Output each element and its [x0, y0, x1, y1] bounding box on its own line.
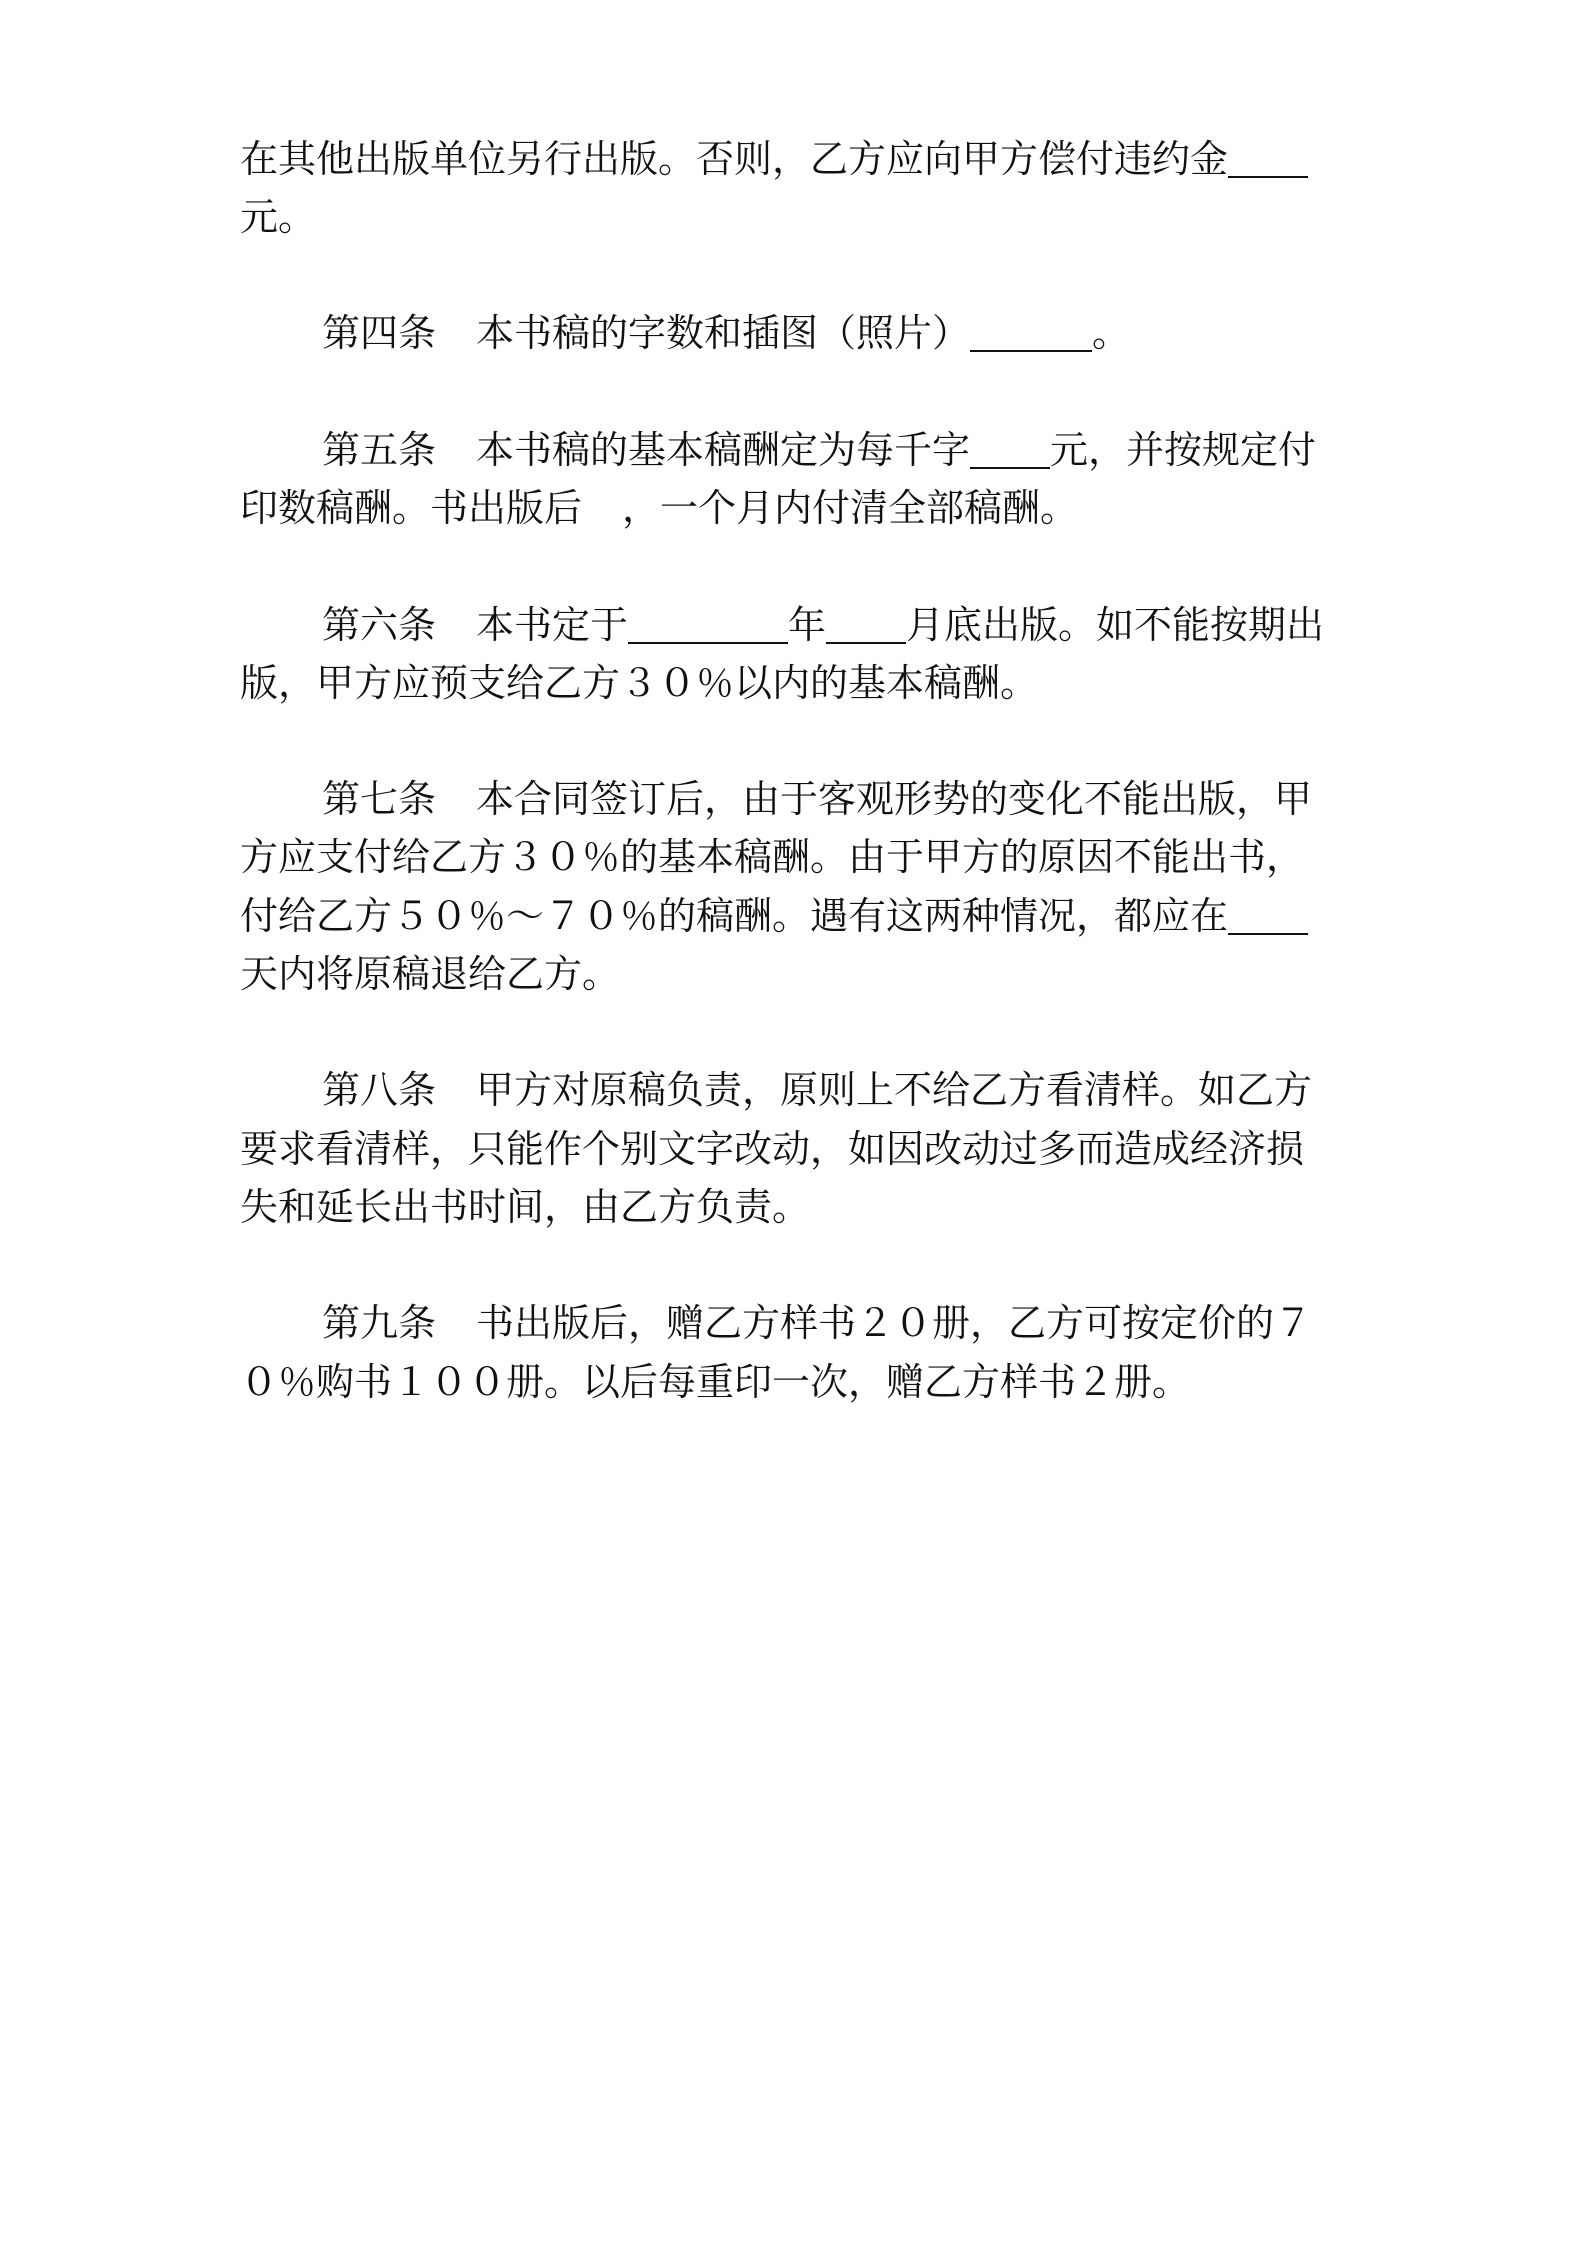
- clause-8-line-1-text: 甲方对原稿负责，原则上不给乙方看清样。如乙方: [476, 1068, 1313, 1112]
- clause-3-line-1: [240, 134, 1360, 184]
- clause-5-line-2-a: 印数稿酬。书出版后: [240, 486, 583, 530]
- clause-5-label: 第五条: [322, 428, 437, 472]
- clause-7-line-1: [322, 774, 1442, 824]
- clause-4-label: 第四条: [322, 311, 437, 355]
- clause-9-line-2-text: ０％购书１００册。以后每重印一次，赠乙方样书２册。: [240, 1360, 1191, 1404]
- clause-9-line-1: [322, 1298, 1442, 1348]
- fill-blank: [826, 606, 906, 644]
- clause-5-text-a: 本书稿的基本稿酬定为每千字: [476, 428, 971, 472]
- clause-7-line-2: [240, 832, 1360, 882]
- clause-7-label: 第七条: [322, 777, 437, 821]
- clause-6-line-2: [240, 658, 1360, 708]
- clause-7-line-3-text: 付给乙方５０％～７０％的稿酬。遇有这两种情况，都应在: [240, 894, 1229, 938]
- clause-9-label: 第九条: [322, 1301, 437, 1345]
- clause-3-end-text: 元。: [240, 195, 317, 239]
- clause-4-end: 。: [1092, 311, 1131, 355]
- clause-7-line-1-text: 本合同签订后，由于客观形势的变化不能出版，甲: [476, 777, 1313, 821]
- clause-7-line-2-text: 方应支付给乙方３０％的基本稿酬。由于甲方的原因不能出书，: [240, 835, 1305, 879]
- fill-blank: [1228, 897, 1308, 935]
- clause-3-line-2: [240, 192, 1360, 242]
- clause-8-line-2-text: 要求看清样，只能作个别文字改动，如因改动过多而造成经济损: [240, 1127, 1305, 1171]
- fill-blank: [970, 314, 1092, 352]
- clause-7-line-4: [240, 949, 1360, 999]
- clause-4-line-1: [322, 308, 1442, 358]
- clause-5-line-1: [322, 425, 1442, 475]
- clause-6-text-c: 月底出版。如不能按期出: [906, 603, 1325, 647]
- fill-blank: [1228, 140, 1308, 178]
- fill-blank: [628, 606, 788, 644]
- clause-6-label: 第六条: [322, 603, 437, 647]
- clause-6-line-2-text: 版，甲方应预支给乙方３０％以内的基本稿酬。: [240, 661, 1039, 705]
- clause-5-text-b: 元，并按规定付: [1050, 428, 1317, 472]
- clause-4-text: 本书稿的字数和插图（照片）: [476, 311, 971, 355]
- clause-5-line-2: [240, 483, 1360, 533]
- clause-3-text: 在其他出版单位另行出版。否则，乙方应向甲方偿付违约金: [240, 137, 1229, 181]
- clause-8-line-1: [322, 1065, 1442, 1115]
- clause-7-line-4-text: 天内将原稿退给乙方。: [240, 952, 621, 996]
- clause-6-text-a: 本书定于: [476, 603, 629, 647]
- clause-9-line-2: [240, 1357, 1360, 1407]
- clause-8-line-2: [240, 1124, 1360, 1174]
- clause-7-line-3: [240, 891, 1360, 941]
- clause-5-line-2-b: ，一个月内付清全部稿酬。: [622, 486, 1079, 530]
- clause-8-line-3: [240, 1182, 1360, 1232]
- clause-6-text-b: 年: [788, 603, 827, 647]
- clause-8-line-3-text: 失和延长出书时间，由乙方负责。: [240, 1185, 811, 1229]
- fill-blank: [970, 431, 1050, 469]
- clause-6-line-1: [322, 600, 1442, 650]
- clause-8-label: 第八条: [322, 1068, 437, 1112]
- clause-9-line-1-text: 书出版后，赠乙方样书２０册，乙方可按定价的７: [476, 1301, 1313, 1345]
